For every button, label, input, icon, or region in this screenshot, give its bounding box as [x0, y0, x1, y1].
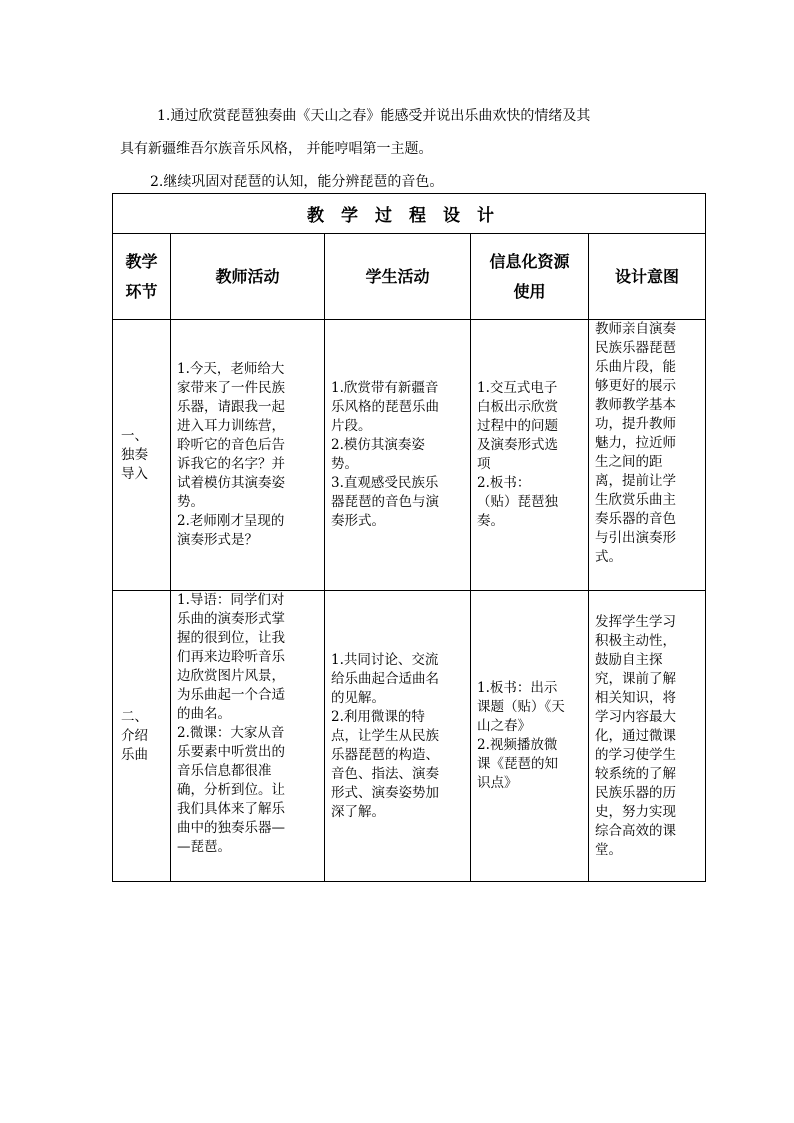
- intent-text-line: 生之间的距: [595, 454, 663, 470]
- student-activity-cell: [325, 591, 471, 882]
- intent-text-line: 学习内容最大: [595, 708, 676, 725]
- teacher-text-line: 握的很到位，让我: [177, 630, 285, 646]
- teaching-process-table: [112, 193, 706, 882]
- header-resource-line: 使用: [513, 281, 546, 301]
- student-text-line: 1.欣赏带有新疆音: [331, 380, 439, 396]
- intent-text-line: 积极主动性，: [595, 632, 676, 649]
- teacher-text-line: 家带来了一件民族: [177, 380, 285, 396]
- resource-text-line: 项: [477, 456, 491, 472]
- teacher-text-line: 聆听它的音色后告: [177, 437, 285, 453]
- intent-text-line: 教师教学基本: [595, 397, 676, 413]
- intent-text-line: 功，提升教师: [595, 416, 676, 432]
- resource-text-line: 2.板书：: [477, 475, 531, 491]
- teacher-text-line: 边欣赏图片风景，: [177, 668, 285, 684]
- teacher-text-line: 试着模仿其演奏姿: [177, 475, 285, 491]
- stage-text-line: 二、: [121, 708, 148, 725]
- teacher-text-line: 为乐曲起一个合适: [177, 687, 285, 703]
- student-text-line: 深了解。: [331, 803, 385, 820]
- resource-text-line: 奏。: [477, 513, 504, 529]
- resource-text-line: 过程中的问题: [477, 418, 558, 434]
- teacher-text-line: 1.导语：同学们对: [177, 592, 285, 608]
- intent-text-line: 相关知识，将: [595, 689, 676, 706]
- intent-text-line: 民族乐器的历: [595, 784, 676, 801]
- student-text-line: 片段。: [331, 418, 372, 434]
- student-text-line: 形式、演奏姿势加: [331, 784, 439, 801]
- stage-text-line: 一、: [121, 427, 148, 444]
- student-text-line: 2.模仿其演奏姿: [331, 437, 425, 453]
- stage-text-line: 介绍: [121, 727, 148, 744]
- student-text-line: 3.直观感受民族乐: [331, 475, 439, 491]
- header-stage: [113, 234, 171, 320]
- resource-cell: [471, 591, 589, 882]
- teacher-text-line: —琵琶。: [177, 839, 231, 855]
- objective-line-2: 具有新疆维吾尔族音乐风格， 并能哼唱第一主题。: [120, 141, 433, 157]
- table-title: 教学过程设计: [113, 194, 706, 234]
- teacher-text-line: 确，分析到位。让: [177, 782, 285, 798]
- intent-text-line: 史，努力实现: [595, 803, 676, 820]
- table-row: [113, 320, 706, 591]
- header-student: 学生活动: [325, 234, 471, 320]
- teacher-text-line: 诉我它的名字？并: [177, 456, 285, 472]
- intent-text-line: 乐曲片段，能: [595, 359, 676, 375]
- student-text-line: 乐器琵琶的构造、: [331, 746, 439, 763]
- student-text-line: 器琵琶的音色与演: [331, 494, 439, 510]
- intent-text-line: 离，提前让学: [595, 473, 676, 489]
- teacher-text-line: 势。: [177, 494, 204, 510]
- resource-text-line: 白板出示欣赏: [477, 399, 558, 415]
- design-intent-cell: [589, 591, 706, 882]
- student-activity-cell: [325, 320, 471, 591]
- intent-text-line: 的学习使学生: [595, 746, 676, 763]
- objective-line-3: 2.继续巩固对琵琶的认知，能分辨琵琶的音色。: [150, 174, 444, 190]
- intent-text-line: 奏乐器的音色: [595, 511, 676, 527]
- header-resource-line: 信息化资源: [489, 251, 570, 271]
- resource-text-line: 2.视频播放微: [477, 737, 558, 753]
- resource-text-line: 1.板书：出示: [477, 680, 558, 696]
- student-text-line: 音色、指法、演奏: [331, 765, 439, 782]
- header-resource: [471, 234, 589, 320]
- intent-text-line: 鼓励自主探: [595, 651, 663, 668]
- student-text-line: 给乐曲起合适曲名: [331, 670, 439, 687]
- intent-text-line: 究，课前了解: [595, 670, 676, 687]
- teacher-text-line: 曲中的独奏乐器—: [177, 820, 285, 836]
- header-intent: 设计意图: [589, 234, 706, 320]
- student-text-line: 乐风格的琵琶乐曲: [331, 399, 439, 415]
- stage-text-line: 导入: [121, 465, 148, 482]
- student-text-line: 的见解。: [331, 689, 385, 706]
- intent-text-line: 够更好的展示: [595, 378, 676, 394]
- table-row: [113, 591, 706, 882]
- teacher-text-line: 进入耳力训练营，: [177, 418, 285, 434]
- teacher-text-line: 的曲名。: [177, 706, 231, 722]
- intent-text-line: 魅力，拉近师: [595, 435, 676, 451]
- teacher-text-line: 们再来边聆听音乐: [177, 649, 285, 665]
- teacher-text-line: 音乐信息都很准: [177, 763, 272, 779]
- header-teacher: 教师活动: [171, 234, 325, 320]
- teacher-text-line: 演奏形式是？: [177, 532, 258, 548]
- resource-text-line: 及演奏形式选: [477, 437, 558, 453]
- student-text-line: 势。: [331, 456, 358, 472]
- resource-cell: [471, 320, 589, 591]
- teacher-text-line: 我们具体来了解乐: [177, 801, 285, 817]
- resource-text-line: （贴）琵琶独: [477, 494, 558, 510]
- intent-text-line: 民族乐器琵琶: [595, 340, 676, 356]
- teacher-text-line: 1.今天，老师给大: [177, 361, 285, 377]
- teacher-text-line: 乐器，请跟我一起: [177, 399, 285, 415]
- student-text-line: 奏形式。: [331, 513, 385, 529]
- stage-text-line: 乐曲: [121, 746, 148, 763]
- intent-text-line: 化，通过微课: [595, 727, 676, 744]
- stage-text-line: 独奏: [121, 446, 148, 463]
- resource-text-line: 课题（贴）《天: [477, 699, 565, 715]
- intent-text-line: 与引出演奏形: [595, 530, 676, 546]
- teacher-activity-cell: [171, 320, 325, 591]
- resource-text-line: 识点》: [477, 775, 518, 791]
- student-text-line: 2.利用微课的特: [331, 708, 425, 725]
- intent-text-line: 生欣赏乐曲主: [595, 492, 676, 508]
- objective-line-1: 1.通过欣赏琵琶独奏曲《天山之春》能感受并说出乐曲欢快的情绪及其: [157, 108, 591, 124]
- teacher-text-line: 2.老师刚才呈现的: [177, 513, 285, 529]
- teacher-text-line: 乐要素中听赏出的: [177, 744, 285, 760]
- resource-text-line: 山之春》: [477, 718, 531, 734]
- stage-cell: [113, 591, 171, 882]
- intent-text-line: 综合高效的课: [595, 822, 676, 839]
- resource-text-line: 课《琵琶的知: [477, 756, 558, 772]
- intent-text-line: 堂。: [595, 841, 622, 858]
- teacher-text-line: 2.微课：大家从音: [177, 725, 285, 741]
- student-text-line: 点，让学生从民族: [331, 727, 439, 744]
- intent-text-line: 发挥学生学习: [595, 613, 676, 630]
- intent-text-line: 式。: [595, 549, 622, 565]
- intent-text-line: 较系统的了解: [595, 765, 676, 782]
- design-intent-cell: [589, 320, 706, 591]
- intent-text-line: 教师亲自演奏: [595, 321, 676, 337]
- header-stage-line: 教学: [125, 251, 158, 271]
- header-stage-line: 环节: [125, 281, 158, 301]
- teacher-activity-cell: [171, 591, 325, 882]
- student-text-line: 1.共同讨论、交流: [331, 651, 439, 668]
- teacher-text-line: 乐曲的演奏形式掌: [177, 611, 285, 627]
- stage-cell: [113, 320, 171, 591]
- resource-text-line: 1.交互式电子: [477, 380, 558, 396]
